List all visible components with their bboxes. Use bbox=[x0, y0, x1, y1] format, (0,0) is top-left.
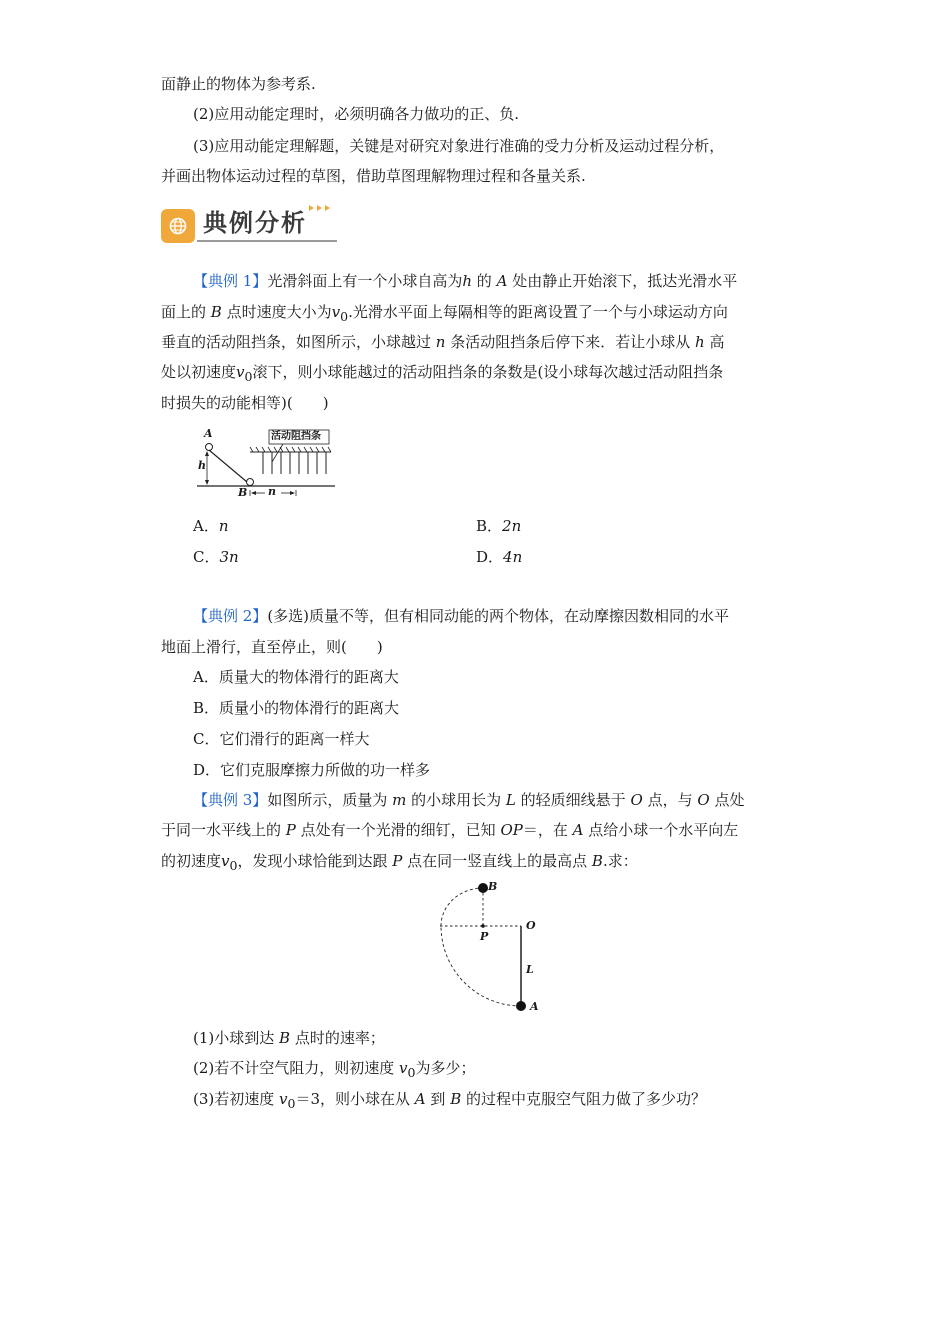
example1-line-1: 【典例 1】光滑斜面上有一个小球自高为h 的 A 处由静止开始滚下，抵达光滑水平 bbox=[193, 272, 738, 290]
example2-option-c[interactable]: C．它们滑行的距离一样大 bbox=[193, 730, 370, 748]
fig1-label-A: A bbox=[204, 427, 213, 440]
example1-line-5: 时损失的动能相等)( ) bbox=[161, 394, 329, 412]
fig3-label-O: O bbox=[526, 919, 536, 932]
section-title: 典例分析 bbox=[203, 209, 307, 237]
fig3-label-A: A bbox=[530, 1000, 539, 1013]
example3-line-1: 【典例 3】如图所示，质量为 m 的小球用长为 L 的轻质细线悬于 O 点，与 O 点处 bbox=[193, 791, 745, 809]
fig3-label-L: L bbox=[526, 963, 534, 976]
globe-icon bbox=[169, 217, 187, 235]
intro-line-4: 并画出物体运动过程的草图，借助草图理解物理过程和各量关系. bbox=[161, 167, 586, 185]
example3-line-2: 于同一水平线上的 P 点处有一个光滑的细钉，已知 OP＝，在 A 点给小球一个水平向左 bbox=[161, 821, 739, 839]
fig1-label-B: B bbox=[238, 486, 248, 499]
example2-option-a[interactable]: A．质量大的物体滑行的距离大 bbox=[193, 668, 399, 686]
example2-line-1: 【典例 2】(多选)质量不等，但有相同动能的两个物体，在动摩擦因数相同的水平 bbox=[193, 607, 730, 625]
fig3-label-P: P bbox=[480, 930, 489, 943]
example1-line-2: 面上的 B 点时速度大小为$v_0$.光滑水平面上每隔相等的距离设置了一个与小球运动方向 bbox=[161, 303, 728, 324]
example1-line-4: 处以初速度$v_0$滚下，则小球能越过的活动阻挡条的条数是(设小球每次越过活动阻挡条 bbox=[161, 363, 724, 384]
fig1-label-h: h bbox=[198, 459, 206, 472]
example2-option-d[interactable]: D．它们克服摩擦力所做的功一样多 bbox=[193, 761, 431, 779]
intro-line-2: (2)应用动能定理时，必须明确各力做功的正、负. bbox=[193, 105, 520, 123]
fig1-label-strip: 活动阻挡条 bbox=[271, 431, 321, 442]
fig3-label-B: B bbox=[488, 880, 498, 893]
example1-option-a[interactable]: A．n bbox=[193, 517, 229, 535]
example3-line-3: 的初速度$v_0$，发现小球恰能到达跟 P 点在同一竖直线上的最高点 B.求： bbox=[161, 852, 638, 873]
example2-option-b[interactable]: B．质量小的物体滑行的距离大 bbox=[193, 699, 400, 717]
example3-question-1: (1)小球到达 B 点时的速率； bbox=[193, 1029, 385, 1047]
example2-line-2: 地面上滑行，直至停止，则( ) bbox=[161, 638, 383, 656]
example1-option-d[interactable]: D．4n bbox=[476, 548, 523, 566]
fig1-label-n: n bbox=[268, 485, 276, 498]
intro-line-1: 面静止的物体为参考系. bbox=[161, 75, 316, 93]
example1-option-b[interactable]: B．2n bbox=[476, 517, 522, 535]
example3-question-2: (2)若不计空气阻力，则初速度 $v_0$为多少； bbox=[193, 1059, 476, 1080]
example3-question-3: (3)若初速度 $v_0=3$，则小球在从 A 到 B 的过程中克服空气阻力做了多少功？ bbox=[193, 1090, 707, 1111]
example3-tag: 【典例 3】 bbox=[193, 791, 268, 809]
pendulum-figure bbox=[436, 878, 546, 1018]
example1-option-c[interactable]: C．3n bbox=[193, 548, 239, 566]
example2-tag: 【典例 2】 bbox=[193, 607, 268, 625]
intro-line-3: (3)应用动能定理解题，关键是对研究对象进行准确的受力分析及运动过程分析， bbox=[193, 137, 725, 155]
example1-line-3: 垂直的活动阻挡条，如图所示，小球越过 n 条活动阻挡条后停下来．若让小球从 h 高 bbox=[161, 333, 725, 351]
example1-tag: 【典例 1】 bbox=[193, 272, 268, 290]
